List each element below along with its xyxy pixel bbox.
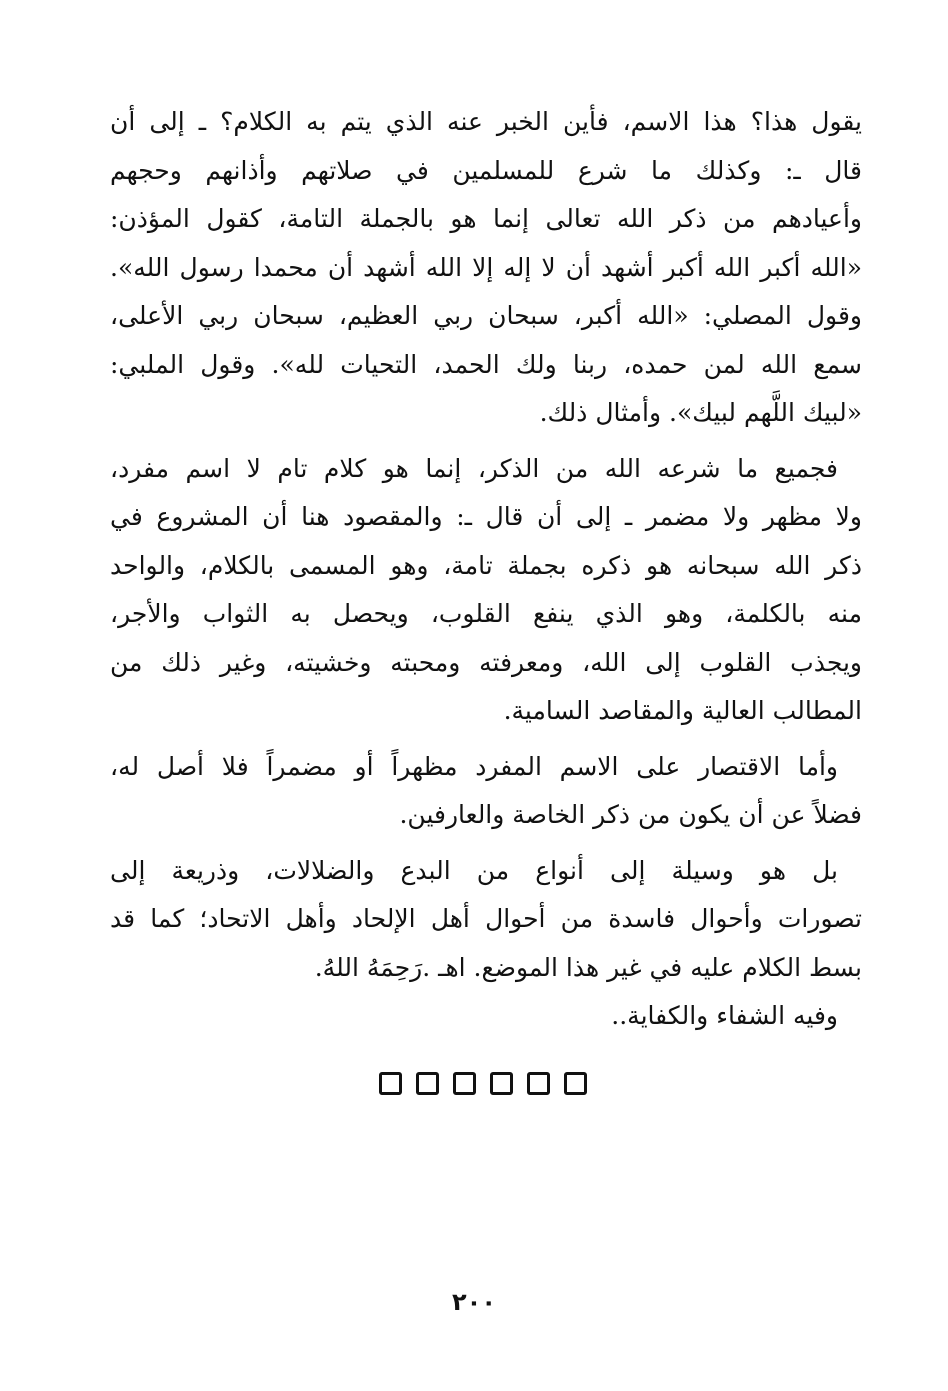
text-line: وأما الاقتصار على الاسم المفرد مظهراً أو مضمراً فلا أصل له، — [110, 751, 838, 781]
text-line: سمع الله لمن حمده، ربنا ولك الحمد، التحيات لله». وقول الملبي: — [110, 349, 862, 379]
text-line: بسط الكلام عليه في غير هذا الموضع. اهـ .رَحِمَهُ اللهُ. — [314, 952, 862, 982]
square-ornament-icon — [416, 1072, 439, 1095]
square-ornament-icon — [527, 1072, 550, 1095]
text-line: قال ـ: وكذلك ما شرع للمسلمين في صلاتهم وأذانهم وحجهم — [110, 155, 862, 185]
paragraph-4 — [110, 847, 862, 993]
page-body — [110, 98, 862, 1041]
text-line: فضلاً عن أن يكون من ذكر الخاصة والعارفين. — [399, 800, 862, 829]
text-line: بل هو وسيلة إلى أنواع من البدع والضلالات، وذريعة إلى — [110, 855, 838, 885]
square-ornament-icon — [453, 1072, 476, 1095]
text-line: يقول هذا؟ هذا الاسم، فأين الخبر عنه الذي يتم به الكلام؟ ـ إلى أن — [110, 107, 862, 136]
square-ornament-icon — [379, 1072, 402, 1095]
text-line: فجميع ما شرعه الله من الذكر، إنما هو كلام تام لا اسم مفرد، — [110, 453, 838, 483]
paragraph-1 — [110, 98, 862, 438]
page-number: ٢٠٠ — [452, 1288, 496, 1316]
section-divider-ornament — [379, 1072, 587, 1094]
text-line: ذكر الله سبحانه هو ذكره بجملة تامة، وهو المسمى بالكلام، والواحد — [110, 550, 862, 580]
text-line: المطالب العالية والمقاصد السامية. — [503, 696, 862, 725]
text-line: «لبيك اللَّهم لبيك». وأمثال ذلك. — [539, 398, 862, 427]
text-line: ويجذب القلوب إلى الله، ومعرفته ومحبته وخشيته، وغير ذلك من — [110, 647, 862, 677]
paragraph-gap — [110, 736, 862, 743]
paragraph-5 — [110, 992, 862, 1041]
text-line: ولا مظهر ولا مضمر ـ إلى أن قال ـ: والمقصود هنا أن المشروع في — [110, 502, 862, 531]
text-line: وأعيادهم من ذكر الله تعالى إنما هو بالجملة التامة، كقول المؤذن: — [110, 204, 862, 233]
square-ornament-icon — [490, 1072, 513, 1095]
paragraph-gap — [110, 438, 862, 445]
text-line: وفيه الشفاء والكفاية.. — [611, 1001, 838, 1030]
text-line: تصورات وأحوال فاسدة من أحوال أهل الإلحاد وأهل الاتحاد؛ كما قد — [110, 904, 862, 933]
text-line: منه بالكلمة، وهو الذي ينفع القلوب، ويحصل به الثواب والأجر، — [110, 599, 862, 628]
square-ornament-icon — [564, 1072, 587, 1095]
text-line: «الله أكبر الله أكبر أشهد أن لا إله إلا الله أشهد أن محمدا رسول الله». — [110, 252, 862, 282]
paragraph-2 — [110, 445, 862, 736]
text-line: وقول المصلي: «الله أكبر، سبحان ربي العظيم، سبحان ربي الأعلى، — [110, 301, 862, 330]
paragraph-gap — [110, 840, 862, 847]
paragraph-3 — [110, 743, 862, 840]
